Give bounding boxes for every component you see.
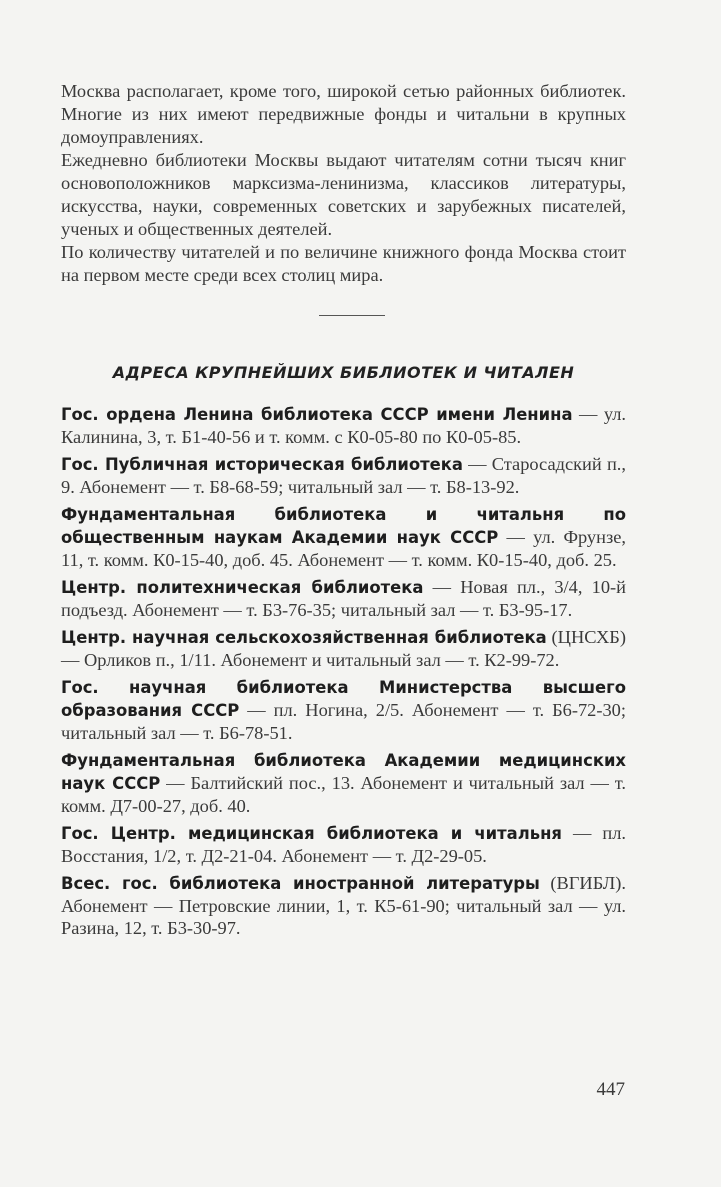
intro-paragraph-3: По количеству читателей и по величине книжного фонда Москва стоит на первом месте среди всех столиц мира. [61,242,626,285]
library-entry [61,576,626,621]
page-number: 447 [596,1079,625,1100]
library-name: Гос. Центр. медицинская библиотека и читальня [61,824,562,843]
section-heading: АДРЕСА КРУПНЕЙШИХ БИБЛИОТЕК И ЧИТАЛЕН [112,363,575,382]
library-details: — ул. Фрунзе, 11, т. комм. К0-15-40, доб. 45. Абонемент — т. комм. К0-15-40, доб. 25. [61,527,626,570]
library-name: Гос. научная библиотека Министерства высшего образования СССР [61,678,626,720]
library-details: — Старосадский п., 9. Абонемент — т. Б8-68-59; читальный зал — т. Б8-13-92. [61,454,626,497]
library-name: Гос. ордена Ленина библиотека СССР имени Ленина [61,405,573,424]
library-name: Фундаментальная библиотека Академии медицинских наук СССР [61,751,626,793]
library-name: Фундаментальная библиотека и читальня по общественным наукам Академии наук СССР [61,505,626,547]
intro-paragraph-2: Ежедневно библиотеки Москвы выдают читателям сотни тысяч книг основоположников марксизма-ленинизма, классиков литературы, искусства, науки, современных советских и зарубежных писателей, ученых и общественных деятелей. [61,150,626,239]
library-entry [61,822,626,867]
section-divider [319,315,385,316]
library-entry [61,453,626,498]
library-list [61,403,626,939]
book-page [61,80,626,944]
library-details: — Новая пл., 3/4, 10-й подъезд. Абонемент — т. Б3-76-35; читальный зал — т. Б3-95-17. [61,577,626,620]
library-entry [61,626,626,671]
library-entry [61,872,626,939]
library-entry [61,503,626,571]
library-details: — пл. Ногина, 2/5. Абонемент — т. Б6-72-30; читальный зал — т. Б6-78-51. [61,700,626,743]
library-name: Центр. научная сельскохозяйственная библиотека [61,628,547,647]
library-details: — Балтийский пос., 13. Абонемент и читальный зал — т. комм. Д7-00-27, доб. 40. [61,773,627,816]
library-entry [61,676,626,744]
library-name: Всес. гос. библиотека иностранной литературы [61,874,540,893]
library-details: (ЦНСХБ) — Орликов п., 1/11. Абонемент и читальный зал — т. К2-99-72. [61,627,626,670]
library-entry [61,749,626,817]
library-details: (ВГИБЛ). Абонемент — Петровские линии, 1, т. К5-61-90; читальный зал — ул. Разина, 12, т. Б3-30-97. [61,873,626,938]
library-entry [61,403,626,448]
intro-paragraph-1: Москва располагает, кроме того, широкой сетью районных библиотек. Многие из них имеют передвижные фонды и читальни в крупных домоуправлениях. [61,81,626,147]
library-details: — пл. Восстания, 1/2, т. Д2-21-04. Абонемент — т. Д2-29-05. [61,823,626,866]
library-name: Центр. политехническая библиотека [61,578,424,597]
library-details: — ул. Калинина, 3, т. Б1-40-56 и т. комм. с К0-05-80 по К0-05-85. [61,404,626,447]
library-name: Гос. Публичная историческая библиотека [61,455,463,474]
